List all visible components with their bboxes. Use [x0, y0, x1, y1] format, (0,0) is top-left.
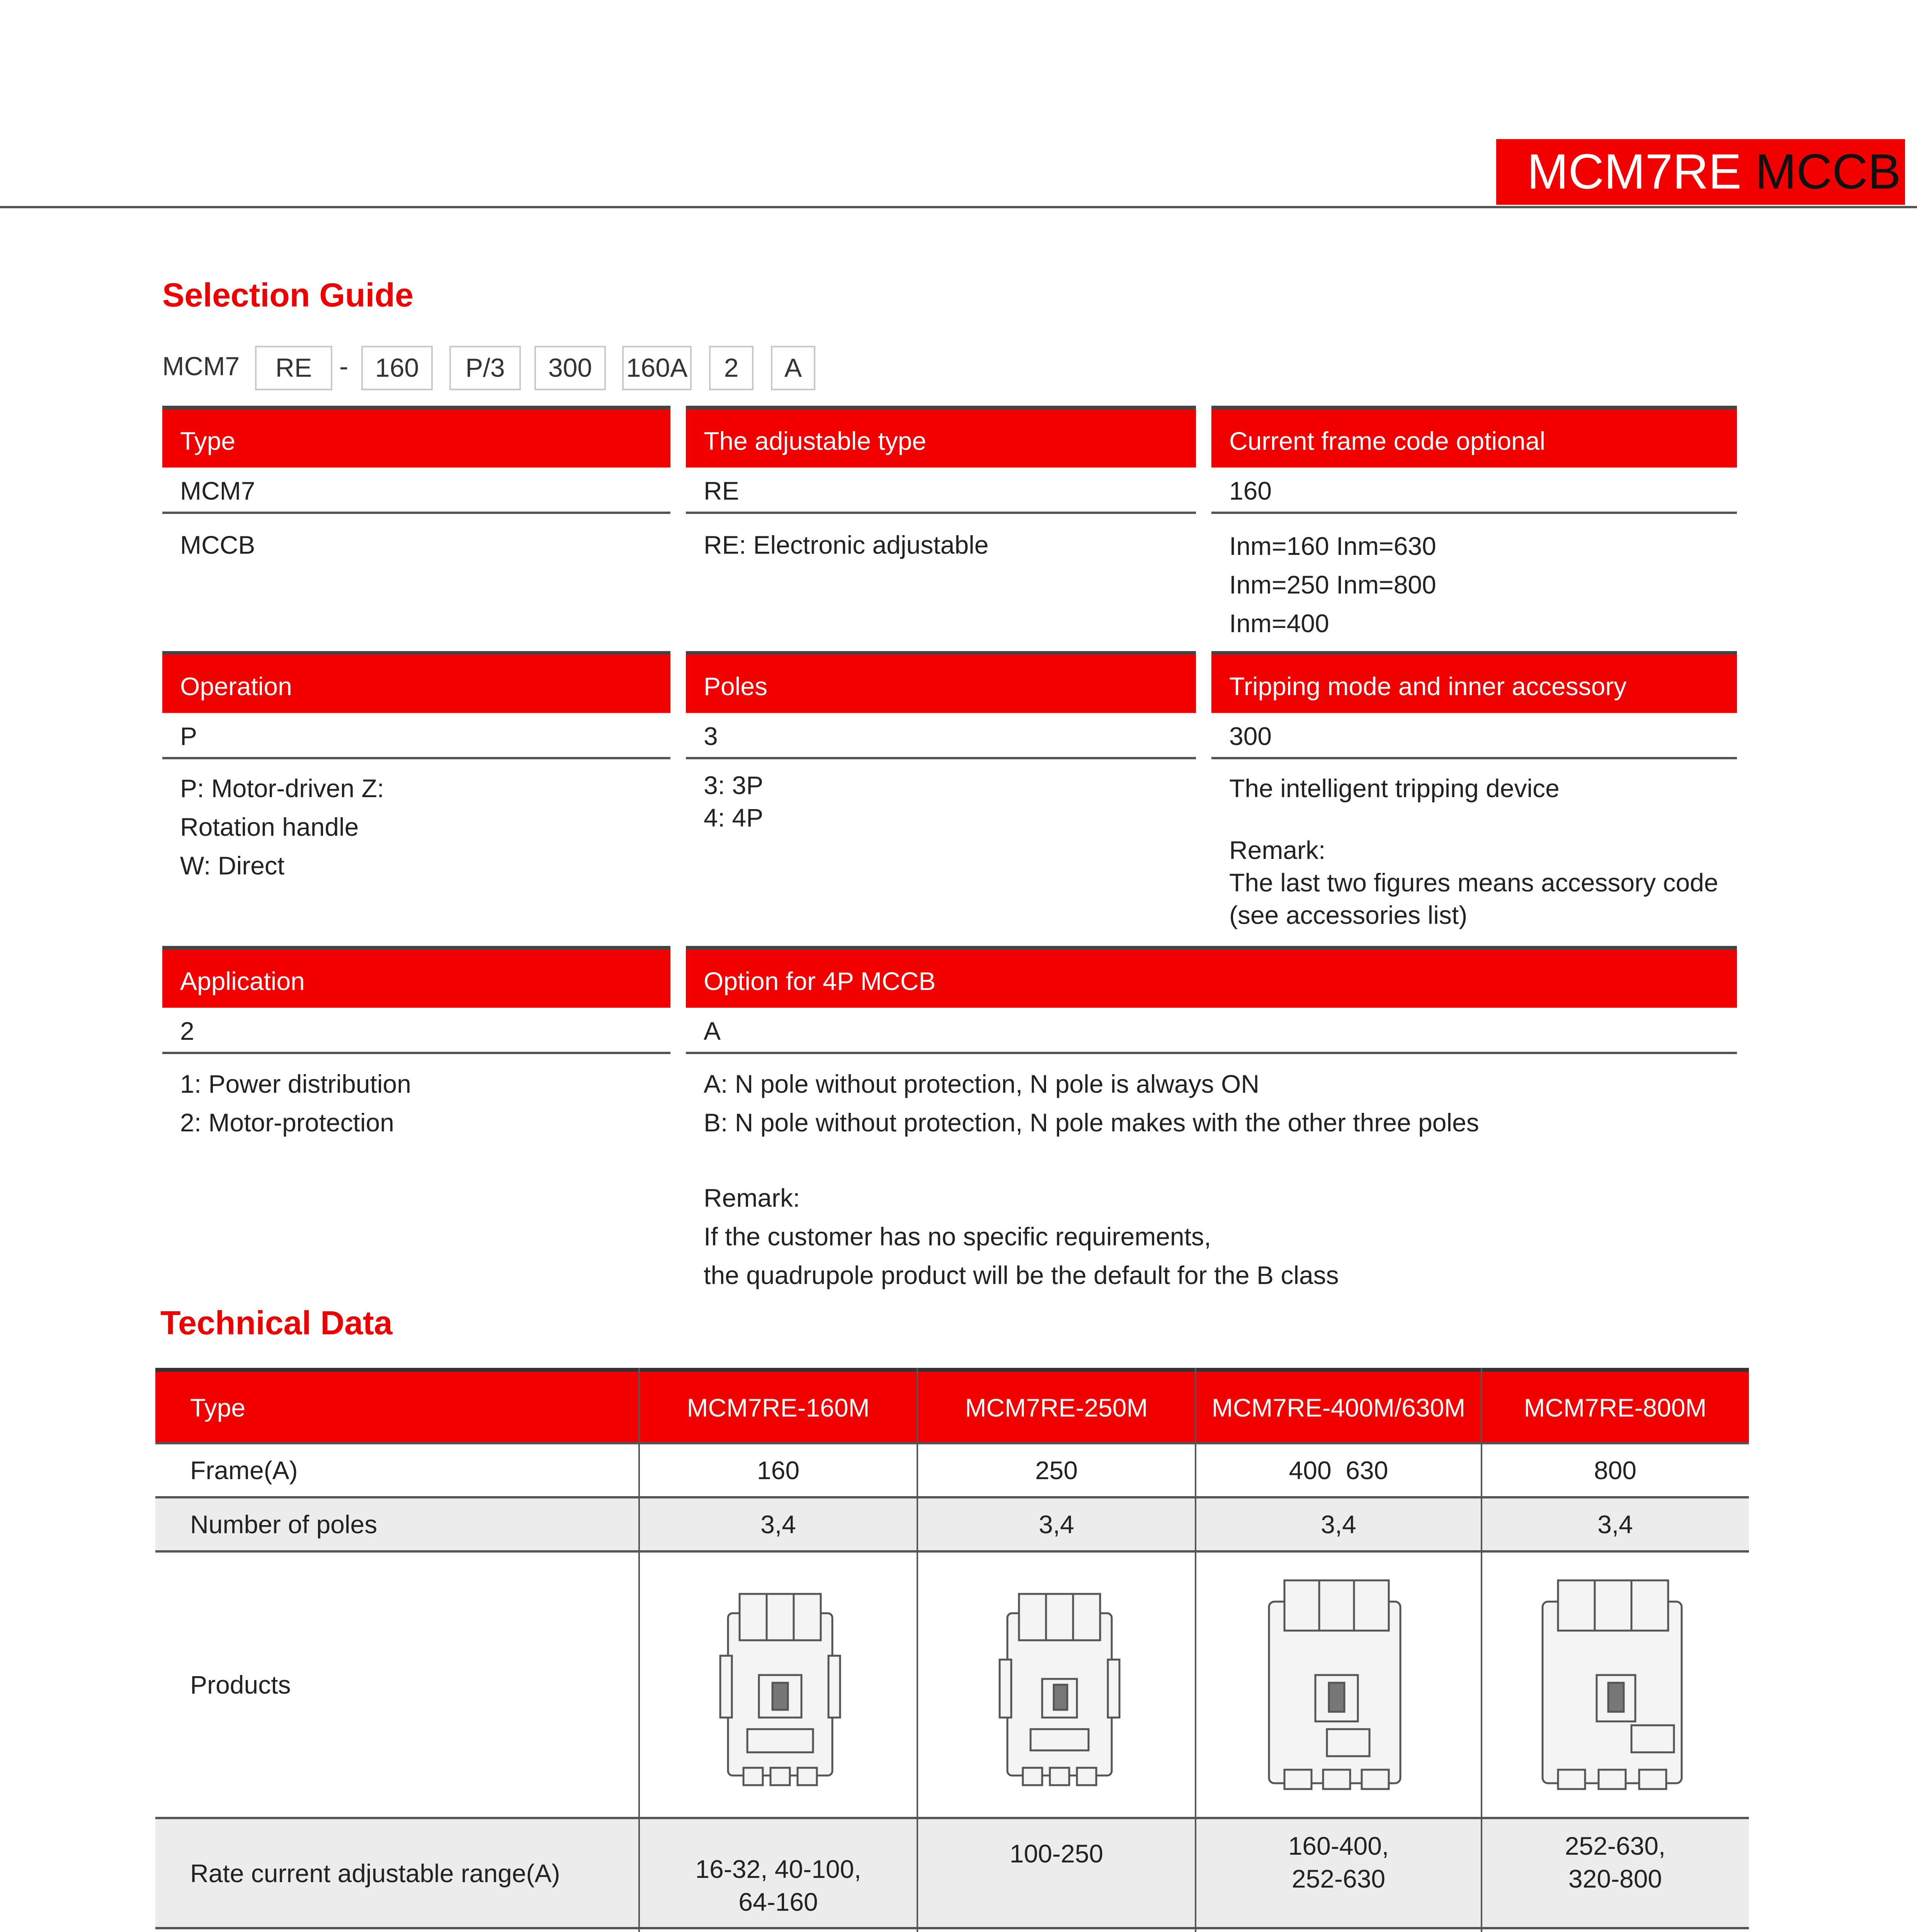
tech-header-model-4: MCM7RE-800M	[1524, 1393, 1707, 1422]
operation-code: P	[162, 713, 670, 759]
option4p-code: A	[686, 1008, 1737, 1054]
operation-desc-line-1: P: Motor-driven Z:	[180, 774, 384, 803]
tech-value: 3,4	[1039, 1510, 1074, 1539]
header-model: MCM7RE	[1527, 144, 1742, 199]
tech-value: 250	[1035, 1456, 1078, 1485]
tripping-header: Tripping mode and inner accessory	[1211, 651, 1737, 713]
range-line: 320-800	[1568, 1864, 1662, 1893]
tech-row-frame	[155, 1443, 1749, 1497]
tech-row-rate-current	[155, 1818, 1749, 1928]
tech-value-range-2	[917, 1837, 1196, 1870]
tripping-desc-line-1: The intelligent tripping device	[1229, 774, 1560, 803]
range-line: 160-400,	[1288, 1832, 1389, 1860]
product-image-160m	[716, 1586, 844, 1787]
product-image-800m	[1535, 1575, 1693, 1791]
grid-line	[155, 1442, 1749, 1444]
code-part-tripping: 300	[534, 346, 606, 390]
tech-label: Products	[190, 1670, 291, 1699]
adjustable-desc: RE: Electronic adjustable	[704, 531, 989, 559]
tech-table-header	[155, 1368, 1749, 1443]
type-code: MCM7	[162, 468, 670, 514]
page-header-badge	[1496, 139, 1905, 205]
frame-desc-line-3: Inm=400	[1229, 609, 1329, 638]
grid-col-line	[1481, 1368, 1482, 1932]
adjustable-header: The adjustable type	[686, 406, 1196, 468]
option4p-header: Option for 4P MCCB	[686, 946, 1737, 1008]
option4p-remark-label: Remark:	[704, 1184, 800, 1212]
tech-value: 400 630	[1289, 1456, 1388, 1485]
grid-col-line	[1195, 1368, 1196, 1932]
code-part-option: A	[771, 346, 815, 390]
tech-value-range-1	[639, 1853, 917, 1918]
grid-line	[155, 1817, 1749, 1819]
tripping-remark-label: Remark:	[1229, 836, 1326, 864]
code-part-frame: 160	[361, 346, 433, 390]
poles-header: Poles	[686, 651, 1196, 713]
tech-label: Number of poles	[190, 1510, 378, 1539]
grid-col-line	[917, 1368, 918, 1932]
grid-line	[155, 1927, 1749, 1929]
selection-guide-title: Selection Guide	[162, 277, 413, 314]
grid-line	[155, 1550, 1749, 1553]
type-desc: MCCB	[180, 531, 255, 559]
operation-header: Operation	[162, 651, 670, 713]
frame-header: Current frame code optional	[1211, 406, 1737, 468]
application-header: Application	[162, 946, 670, 1008]
tech-label: Rate current adjustable range(A)	[190, 1859, 560, 1888]
operation-desc-line-2: Rotation handle	[180, 813, 359, 841]
tech-value-range-4	[1482, 1830, 1749, 1895]
frame-desc-line-2: Inm=250 Inm=800	[1229, 570, 1436, 599]
range-line: 100-250	[1009, 1839, 1104, 1868]
operation-desc-line-3: W: Direct	[180, 851, 285, 880]
tech-row-poles	[155, 1497, 1749, 1551]
code-part-adjustable: RE	[255, 346, 332, 390]
tech-value: 800	[1594, 1456, 1637, 1485]
option4p-desc-line-2: B: N pole without protection, N pole makes with the other three poles	[704, 1108, 1479, 1137]
tripping-code: 300	[1211, 713, 1737, 759]
product-image-250m	[996, 1586, 1123, 1787]
application-desc-line-2: 2: Motor-protection	[180, 1108, 394, 1137]
tech-row-products	[155, 1551, 1749, 1818]
poles-desc-line-2: 4: 4P	[704, 803, 764, 832]
tripping-remark-line-1: The last two figures means accessory code	[1229, 868, 1718, 897]
tech-value: 160	[757, 1456, 800, 1485]
option4p-desc-line-1: A: N pole without protection, N pole is always ON	[704, 1070, 1259, 1098]
tripping-remark-line-2: (see accessories list)	[1229, 901, 1468, 929]
code-dash: -	[339, 351, 349, 381]
tech-label: Frame(A)	[190, 1456, 298, 1485]
code-part-current: 160A	[622, 346, 692, 390]
tech-header-model-3: MCM7RE-400M/630M	[1211, 1393, 1466, 1422]
poles-code: 3	[686, 713, 1196, 759]
grid-col-line	[638, 1368, 640, 1932]
product-image-400m-630m	[1261, 1575, 1416, 1791]
tech-value-range-3	[1196, 1830, 1482, 1895]
application-desc-line-1: 1: Power distribution	[180, 1070, 411, 1098]
type-header: Type	[162, 406, 670, 468]
range-line: 16-32, 40-100,	[695, 1855, 861, 1883]
range-line: 252-630	[1291, 1864, 1386, 1893]
code-part-operation-poles: P/3	[449, 346, 521, 390]
adjustable-code: RE	[686, 468, 1196, 514]
code-part-type: MCM7	[162, 352, 240, 381]
tech-header-type: Type	[190, 1393, 246, 1422]
technical-data-title: Technical Data	[160, 1304, 393, 1342]
range-line: 64-160	[738, 1888, 818, 1916]
code-part-application: 2	[709, 346, 754, 390]
header-rule	[0, 206, 1917, 208]
frame-code: 160	[1211, 468, 1737, 514]
option4p-remark-line-2: the quadrupole product will be the default for the B class	[704, 1261, 1339, 1289]
frame-desc-line-1: Inm=160 Inm=630	[1229, 532, 1436, 560]
tech-value: 3,4	[1321, 1510, 1356, 1539]
tech-value: 3,4	[760, 1510, 796, 1539]
application-code: 2	[162, 1008, 670, 1054]
range-line: 252-630,	[1565, 1832, 1666, 1860]
tech-header-model-2: MCM7RE-250M	[965, 1393, 1148, 1422]
grid-line	[155, 1496, 1749, 1498]
tech-value: 3,4	[1597, 1510, 1633, 1539]
option4p-remark-line-1: If the customer has no specific requirements,	[704, 1222, 1211, 1251]
header-category: MCCB	[1755, 144, 1901, 199]
poles-desc-line-1: 3: 3P	[704, 771, 764, 799]
tech-header-model-1: MCM7RE-160M	[687, 1393, 870, 1422]
